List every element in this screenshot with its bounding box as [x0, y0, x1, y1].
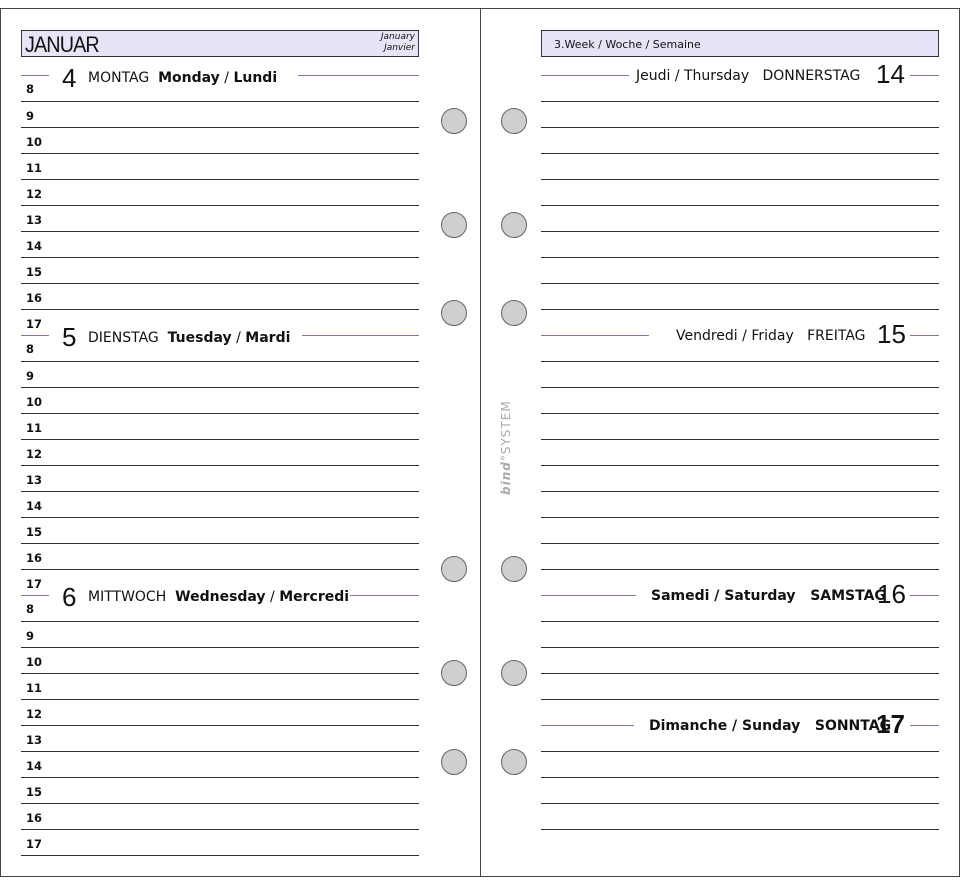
day-number: 15	[877, 319, 906, 349]
hour-label: 14	[26, 239, 43, 253]
hour-label: 15	[26, 785, 43, 799]
ruled-line	[541, 621, 939, 622]
hour-line	[21, 491, 419, 492]
binder-hole	[501, 212, 527, 238]
month-name: JANUAR	[25, 32, 99, 57]
ruled-line	[541, 673, 939, 674]
day-name: Vendredi / Friday FREITAG	[676, 328, 866, 344]
hour-label: 10	[26, 655, 43, 669]
hour-line	[21, 725, 419, 726]
hour-label: 14	[26, 759, 43, 773]
hour-line	[21, 517, 419, 518]
ruled-line	[541, 569, 939, 570]
hour-label: 12	[26, 707, 43, 721]
binder-hole	[501, 660, 527, 686]
day-name: MONTAG Monday / Lundi	[88, 70, 278, 86]
ruled-line	[541, 647, 939, 648]
day-number: 6	[62, 582, 77, 612]
binder-hole	[441, 300, 467, 326]
ruled-line	[541, 699, 939, 700]
hour-label: 13	[26, 473, 43, 487]
hour-label: 16	[26, 551, 43, 565]
hour-line	[21, 413, 419, 414]
hour-line	[21, 309, 419, 310]
hour-label: 9	[26, 629, 35, 643]
hour-label: 12	[26, 187, 43, 201]
hour-label: 15	[26, 265, 43, 279]
hour-line	[21, 751, 419, 752]
hour-line	[21, 179, 419, 180]
right-page	[480, 8, 960, 877]
ruled-line	[541, 829, 939, 830]
ruled-line	[541, 231, 939, 232]
day-name: DIENSTAG Tuesday / Mardi	[88, 330, 291, 346]
binder-hole	[501, 749, 527, 775]
month-name-english: January	[380, 32, 415, 42]
month-header	[21, 30, 419, 57]
binder-hole	[441, 556, 467, 582]
accent-line	[910, 75, 939, 76]
month-name-french: Janvier	[384, 43, 415, 53]
ruled-line	[541, 179, 939, 180]
day-name: Samedi / Saturday SAMSTAG	[651, 588, 886, 604]
brand-logo: bind°SYSTEM	[499, 400, 513, 495]
day-name: Dimanche / Sunday SONNTAG	[649, 718, 892, 734]
accent-line	[910, 595, 939, 596]
hour-label: 11	[26, 421, 43, 435]
hour-label: 8	[26, 82, 35, 96]
hour-label: 8	[26, 602, 35, 616]
binder-hole	[441, 108, 467, 134]
hour-label: 11	[26, 681, 43, 695]
ruled-line	[541, 127, 939, 128]
hour-label: 13	[26, 213, 43, 227]
ruled-line	[541, 777, 939, 778]
ruled-line	[541, 257, 939, 258]
hour-line	[21, 361, 419, 362]
hour-line	[21, 803, 419, 804]
ruled-line	[541, 751, 939, 752]
ruled-line	[541, 465, 939, 466]
hour-line	[21, 205, 419, 206]
ruled-line	[541, 491, 939, 492]
binder-hole	[501, 300, 527, 326]
hour-line	[21, 387, 419, 388]
accent-line	[541, 335, 649, 336]
ruled-line	[541, 309, 939, 310]
hour-line	[21, 855, 419, 856]
hour-line	[21, 153, 419, 154]
hour-line	[21, 621, 419, 622]
day-number: 5	[62, 322, 77, 352]
ruled-line	[541, 413, 939, 414]
hour-line	[21, 777, 419, 778]
hour-label: 15	[26, 525, 43, 539]
ruled-line	[541, 439, 939, 440]
hour-label: 10	[26, 135, 43, 149]
ruled-line	[541, 543, 939, 544]
binder-hole	[441, 212, 467, 238]
accent-line	[541, 75, 629, 76]
ruled-line	[541, 517, 939, 518]
day-number: 17	[876, 709, 905, 739]
hour-line	[21, 829, 419, 830]
hour-label: 13	[26, 733, 43, 747]
left-page	[0, 8, 480, 877]
accent-line	[541, 595, 636, 596]
binder-hole	[441, 660, 467, 686]
hour-line	[21, 127, 419, 128]
hour-label: 17	[26, 577, 43, 591]
hour-label: 17	[26, 837, 43, 851]
hour-line	[21, 257, 419, 258]
week-label: 3.Week / Woche / Semaine	[554, 38, 701, 51]
hour-line	[21, 673, 419, 674]
hour-line	[21, 439, 419, 440]
accent-line	[350, 595, 419, 596]
hour-label: 16	[26, 811, 43, 825]
hour-line	[21, 465, 419, 466]
accent-line	[21, 75, 49, 76]
hour-line	[21, 283, 419, 284]
hour-label: 16	[26, 291, 43, 305]
binder-hole	[501, 108, 527, 134]
week-header	[541, 30, 939, 57]
ruled-line	[541, 153, 939, 154]
hour-line	[21, 101, 419, 102]
hour-label: 9	[26, 369, 35, 383]
hour-label: 9	[26, 109, 35, 123]
hour-line	[21, 647, 419, 648]
day-number: 14	[876, 59, 905, 89]
hour-line	[21, 699, 419, 700]
accent-line	[302, 335, 419, 336]
binder-hole	[441, 749, 467, 775]
day-name: Jeudi / Thursday DONNERSTAG	[636, 68, 861, 84]
day-number: 4	[62, 63, 77, 93]
day-number: 16	[877, 579, 906, 609]
ruled-line	[541, 101, 939, 102]
hour-line	[21, 231, 419, 232]
hour-label: 14	[26, 499, 43, 513]
hour-label: 8	[26, 342, 35, 356]
hour-line	[21, 543, 419, 544]
accent-line	[298, 75, 419, 76]
binder-hole	[501, 556, 527, 582]
ruled-line	[541, 205, 939, 206]
accent-line	[21, 335, 49, 336]
day-name: MITTWOCH Wednesday / Mercredi	[88, 589, 350, 605]
accent-line	[910, 725, 939, 726]
accent-line	[21, 595, 49, 596]
accent-line	[910, 335, 939, 336]
hour-label: 12	[26, 447, 43, 461]
ruled-line	[541, 283, 939, 284]
hour-label: 11	[26, 161, 43, 175]
hour-label: 10	[26, 395, 43, 409]
ruled-line	[541, 803, 939, 804]
hour-label: 17	[26, 317, 43, 331]
accent-line	[541, 725, 634, 726]
ruled-line	[541, 387, 939, 388]
ruled-line	[541, 361, 939, 362]
hour-line	[21, 569, 419, 570]
